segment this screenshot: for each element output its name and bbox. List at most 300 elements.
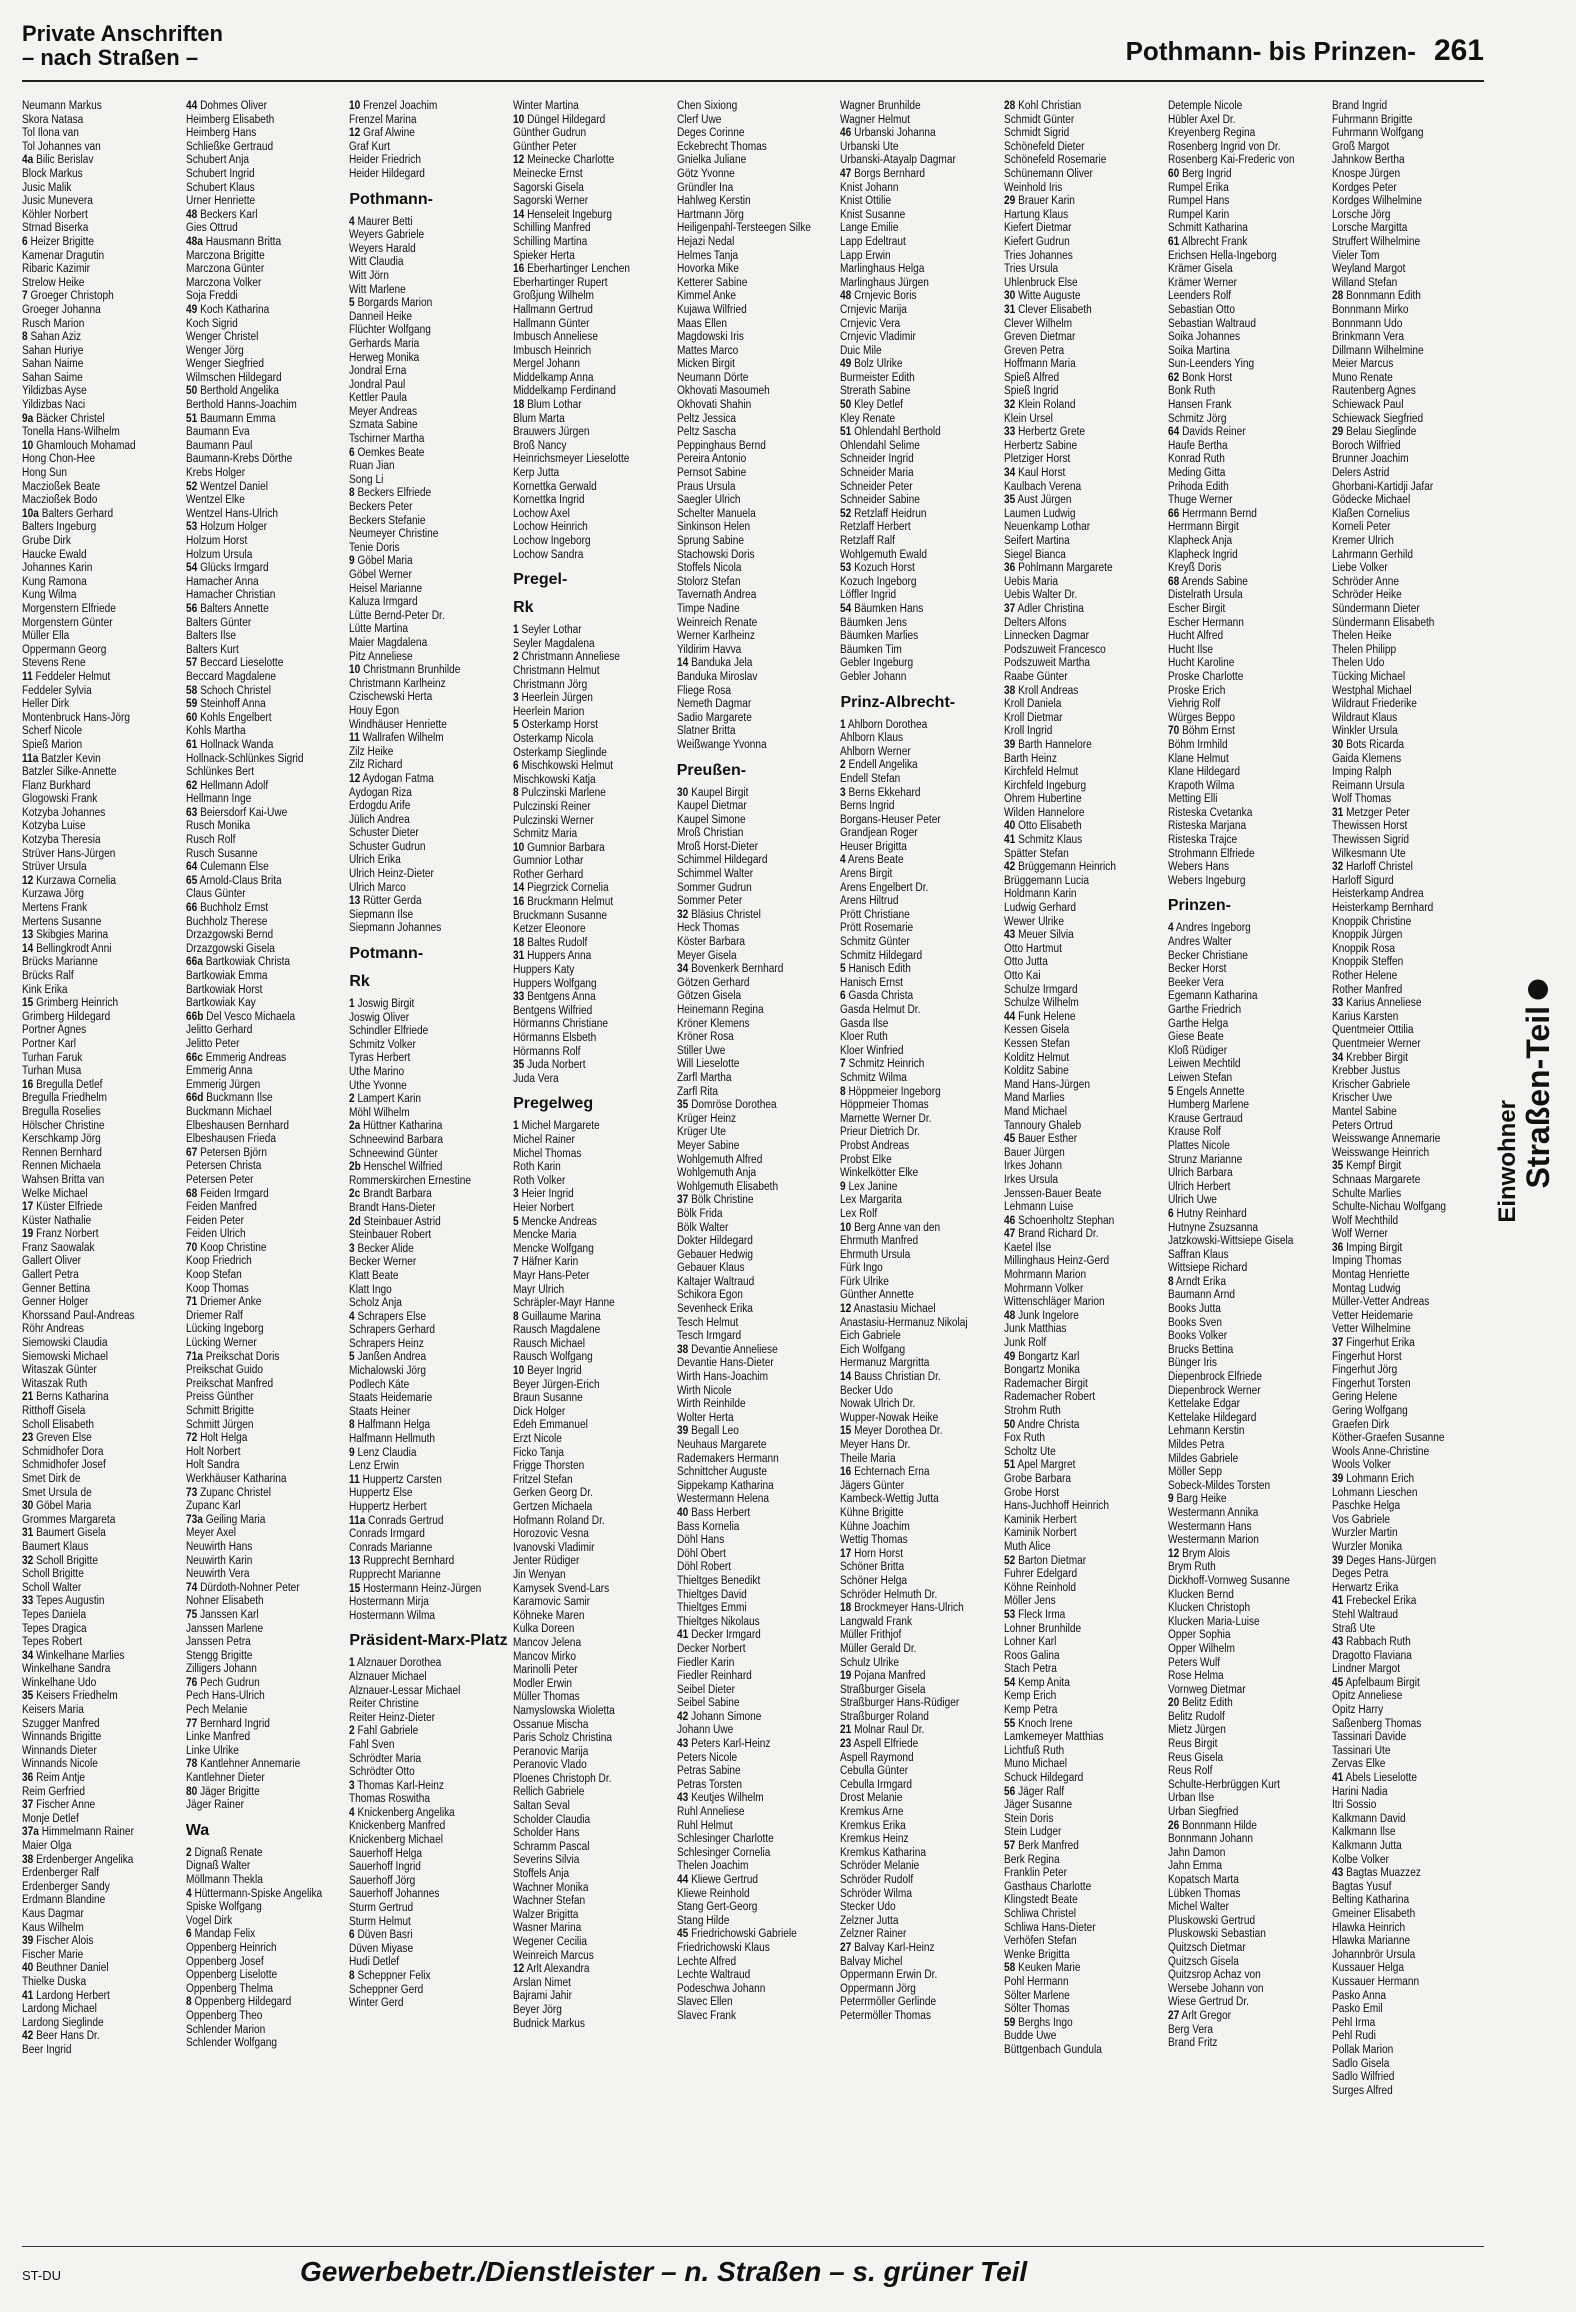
house-number: 10 [840, 1221, 852, 1234]
resident-name: Probst Andreas [840, 1139, 910, 1152]
resident-name: Rusch Monika [185, 820, 250, 833]
resident-entry [1168, 1643, 1327, 1657]
resident-name: Siepmann Johannes [349, 922, 442, 935]
resident-name: Prött Rosemarie [840, 922, 914, 935]
house-number: 10 [349, 100, 361, 112]
resident-name: Schöner Britta [840, 1561, 905, 1574]
house-number: 54 [185, 562, 197, 575]
resident-entry [1332, 304, 1491, 318]
street-heading: Prinzen- [1167, 897, 1231, 915]
resident-name: Mand Hans-Jürgen [1004, 1078, 1091, 1091]
house-number: 53 [840, 562, 852, 575]
resident-entry [677, 114, 836, 128]
resident-entry [349, 1243, 508, 1257]
resident-name: Stehl Waltraud [1331, 1608, 1398, 1621]
resident-entry [1332, 1623, 1491, 1637]
resident-entry [22, 1935, 181, 1949]
resident-entry [513, 842, 672, 856]
house-number: 18 [513, 936, 525, 949]
resident-entry [1168, 1480, 1327, 1494]
resident-entry [840, 1847, 999, 1861]
resident-name: Hucht Ilse [1167, 643, 1213, 656]
house-number: 73 [185, 1486, 197, 1499]
resident-name: Zilz Richard [349, 759, 403, 772]
resident-name: Bonnmann Mirko [1331, 303, 1409, 316]
resident-entry [186, 1500, 345, 1514]
resident-name: Opper Sophia [1167, 1629, 1231, 1642]
resident-name: Köhne Reinhold [1004, 1581, 1077, 1594]
resident-entry [840, 304, 999, 318]
directory-column [840, 100, 1004, 2240]
resident-name: Köhneke Maren [513, 1609, 585, 1622]
resident-name: Sun-Leenders Ying [1167, 358, 1254, 371]
resident-name: Heider Hildegard [349, 167, 426, 180]
house-number: 11 [22, 670, 33, 683]
resident-name: Wagner Helmut [840, 113, 911, 126]
resident-entry [677, 739, 836, 753]
resident-name: Alznauer-Lessar Michael [349, 1684, 461, 1697]
resident-name: Weyers Gabriele [349, 229, 425, 242]
resident-name: Aust Jürgen [1017, 494, 1072, 507]
resident-name: Magdowski Iris [676, 331, 744, 344]
resident-entry [349, 1161, 508, 1175]
resident-name: Jenter Rüdiger [513, 1555, 580, 1568]
resident-name: Ivanovski Vladimir [513, 1541, 595, 1554]
resident-name: Garthe Helga [1167, 1017, 1229, 1030]
resident-name: Vieler Tom [1331, 249, 1379, 262]
resident-name: Ulrich Herbert [1167, 1180, 1231, 1193]
resident-entry [677, 1657, 836, 1671]
house-number: 14 [22, 942, 34, 955]
resident-name: Otto Elisabeth [1018, 820, 1082, 833]
resident-entry [840, 1996, 999, 2010]
resident-name: Mayr Ulrich [513, 1283, 565, 1296]
resident-name: Baumann-Krebs Dörthe [185, 453, 293, 466]
house-number: 2a [349, 1120, 361, 1133]
resident-entry [677, 494, 836, 508]
house-number: 13 [349, 1555, 361, 1568]
resident-entry [677, 222, 836, 236]
resident-entry [840, 114, 999, 128]
resident-entry [1004, 657, 1163, 671]
resident-name: Rennen Bernhard [22, 1146, 102, 1159]
resident-name: Frenzel Joachim [363, 100, 438, 112]
resident-name: Schmidhofer Dora [22, 1445, 104, 1458]
resident-name: Becker Christiane [1167, 949, 1248, 962]
directory-column [1004, 100, 1168, 2240]
resident-entry [513, 1202, 672, 1216]
resident-entry [1332, 1799, 1491, 1813]
resident-entry [1168, 1928, 1327, 1942]
resident-name: Weisswange Annemarie [1331, 1133, 1440, 1146]
resident-name: Broß Nancy [513, 439, 567, 452]
resident-name: Kremkus Heinz [840, 1833, 910, 1846]
resident-entry [1332, 875, 1491, 889]
resident-name: Lohmann Lieschen [1331, 1486, 1418, 1499]
resident-entry [349, 1902, 508, 1916]
resident-entry [513, 100, 672, 114]
house-number: 80 [185, 1785, 197, 1798]
resident-name: Kliewe Gertrud [690, 1874, 758, 1886]
resident-entry [1004, 2030, 1163, 2044]
resident-entry [1004, 1446, 1163, 1460]
resident-name: Rausch Magdalene [513, 1324, 601, 1337]
resident-name: Klingstedt Beate [1004, 1894, 1078, 1907]
resident-name: Schiewack Paul [1331, 399, 1403, 412]
house-number: 52 [840, 507, 852, 520]
house-number: 68 [185, 1187, 197, 1200]
resident-entry [840, 936, 999, 950]
resident-entry [349, 909, 508, 923]
resident-name: Wiese Gertrud Dr. [1167, 1996, 1249, 2009]
header-title: Private Anschriften [22, 21, 223, 46]
resident-entry [1332, 277, 1491, 291]
house-number: 43 [676, 1738, 689, 1751]
resident-entry [1332, 141, 1491, 155]
resident-entry [1004, 766, 1163, 780]
resident-entry [349, 773, 508, 787]
resident-name: Weinhold Iris [1004, 181, 1063, 194]
resident-name: Uebis Maria [1004, 575, 1059, 588]
house-number: 44 [1004, 1010, 1016, 1023]
resident-name: Reiter Heinz-Dieter [349, 1711, 436, 1724]
resident-entry [22, 589, 181, 603]
resident-entry [840, 814, 999, 828]
resident-entry [349, 433, 508, 447]
resident-entry [1168, 1303, 1327, 1317]
resident-name: Soika Martina [1167, 344, 1230, 357]
resident-name: Blum Marta [513, 412, 565, 425]
resident-name: Peltz Jessica [676, 412, 736, 425]
resident-name: Bernhard Ingrid [199, 1717, 270, 1730]
resident-name: Bagtas Muazzez [1345, 1867, 1421, 1880]
resident-name: Koop Stefan [185, 1269, 242, 1282]
resident-name: Frigge Thorsten [513, 1460, 585, 1473]
resident-entry [1332, 182, 1491, 196]
resident-entry [1332, 263, 1491, 277]
resident-entry [1004, 494, 1163, 508]
resident-entry [186, 385, 345, 399]
resident-entry [840, 827, 999, 841]
resident-entry [186, 1079, 345, 1093]
resident-entry [349, 895, 508, 909]
resident-name: Berns Ekkehard [848, 786, 921, 799]
resident-name: Andres Walter [1167, 936, 1232, 949]
resident-name: Knoppik Christine [1331, 915, 1411, 928]
resident-name: Berk Regina [1004, 1853, 1060, 1866]
resident-name: Knoppik Steffen [1331, 956, 1403, 969]
house-number: 61 [1167, 235, 1180, 248]
resident-name: Tavernath Andrea [676, 589, 757, 602]
resident-entry [840, 453, 999, 467]
resident-name: Jahnkow Bertha [1331, 154, 1405, 167]
resident-entry [349, 719, 508, 733]
resident-entry [513, 801, 672, 815]
resident-entry [1004, 630, 1163, 644]
house-number: 27 [840, 1941, 852, 1954]
house-number: 48 [840, 290, 852, 303]
resident-entry [1168, 1752, 1327, 1766]
resident-name: Schließke Gertraud [185, 140, 273, 153]
resident-entry [186, 1106, 345, 1120]
resident-name: Irkes Johann [1004, 1160, 1063, 1173]
resident-entry [677, 209, 836, 223]
house-number: 9 [349, 1446, 356, 1459]
resident-entry [22, 1500, 181, 1514]
resident-name: Knospe Jürgen [1331, 167, 1400, 180]
house-number: 2 [349, 1725, 356, 1738]
resident-name: Buckmann Michael [185, 1105, 272, 1118]
resident-name: Balters Ingeburg [22, 521, 97, 534]
resident-name: Barg Heike [1176, 1493, 1227, 1506]
resident-name: Schneider Peter [840, 480, 914, 493]
resident-entry [513, 1651, 672, 1665]
resident-name: Seibel Sabine [676, 1697, 740, 1710]
resident-entry [1004, 1065, 1163, 1079]
resident-name: Krämer Gisela [1167, 263, 1233, 276]
resident-name: Ahlborn Werner [840, 745, 912, 758]
resident-name: Books Sven [1167, 1316, 1222, 1329]
resident-name: Soja Freddi [185, 290, 238, 303]
resident-name: Preiss Günther [185, 1391, 254, 1404]
resident-entry [349, 705, 508, 719]
resident-name: Witt Claudia [349, 256, 404, 269]
resident-entry [840, 1425, 999, 1439]
resident-name: Wirth Reinhilde [676, 1398, 746, 1411]
resident-name: Klatt Beate [349, 1269, 399, 1282]
house-number: 18 [513, 399, 525, 412]
resident-name: Dignaß Walter [185, 1860, 250, 1873]
resident-name: Spätter Stefan [1004, 847, 1069, 860]
resident-name: Kemp Petra [1004, 1704, 1058, 1717]
resident-entry [22, 467, 181, 481]
resident-name: Schmitz Wilma [840, 1071, 908, 1084]
resident-entry [513, 521, 672, 535]
resident-entry [513, 1623, 672, 1637]
resident-name: Leiwen Stefan [1167, 1071, 1232, 1084]
resident-name: Wewer Ulrike [1004, 915, 1065, 928]
resident-entry [840, 1045, 999, 1059]
resident-name: Oppenberg Josef [185, 1955, 264, 1968]
resident-name: Muno Michael [1004, 1758, 1068, 1771]
resident-entry [1332, 698, 1491, 712]
resident-entry [1168, 1385, 1327, 1399]
resident-entry [1004, 1310, 1163, 1324]
resident-name: Bünger Iris [1167, 1357, 1217, 1370]
resident-name: Glogowski Frank [22, 793, 98, 806]
resident-name: Siemowski Claudia [22, 1337, 108, 1350]
resident-name: Feiden Peter [185, 1214, 244, 1227]
resident-entry [513, 1379, 672, 1393]
resident-entry [1004, 182, 1163, 196]
resident-entry [1332, 1677, 1491, 1691]
house-number: 8 [1167, 1275, 1174, 1288]
resident-entry [22, 916, 181, 930]
resident-name: Schröder Wilma [840, 1887, 913, 1900]
resident-entry [677, 1629, 836, 1643]
resident-name: Schröder Heike [1331, 589, 1402, 602]
resident-name: Jondral Erna [349, 365, 407, 378]
resident-name: Schubert Klaus [185, 181, 255, 194]
resident-name: Guillaume Marina [521, 1310, 601, 1323]
resident-entry [186, 549, 345, 563]
resident-name: Groeger Johanna [22, 303, 101, 316]
resident-name: Barton Dietmar [1018, 1554, 1087, 1567]
resident-name: Neuwirth Karin [185, 1554, 253, 1567]
resident-entry [349, 678, 508, 692]
resident-entry [840, 385, 999, 399]
resident-entry [513, 896, 672, 910]
resident-entry [513, 1719, 672, 1733]
resident-name: Heiligenpahl-Tersteegen Silke [676, 222, 811, 235]
house-number: 78 [185, 1758, 197, 1771]
resident-entry [22, 1663, 181, 1677]
house-number: 10a [22, 507, 39, 520]
resident-name: Otto Hartmut [1004, 942, 1063, 955]
resident-entry [1004, 888, 1163, 902]
resident-name: Schubert Ingrid [185, 167, 255, 180]
resident-name: Vornweg Dietmar [1167, 1683, 1246, 1696]
resident-entry [513, 399, 672, 413]
resident-entry [840, 2010, 999, 2024]
resident-entry [1168, 236, 1327, 250]
resident-entry [186, 1120, 345, 1134]
resident-entry [1004, 100, 1163, 114]
resident-name: Zupanc Karl [185, 1500, 241, 1513]
resident-entry [1332, 1364, 1491, 1378]
resident-entry [186, 100, 345, 114]
house-number: 40 [1004, 820, 1016, 833]
resident-entry [840, 1453, 999, 1467]
house-number: 31 [22, 1527, 34, 1540]
resident-entry [1168, 345, 1327, 359]
resident-entry [840, 263, 999, 277]
resident-name: Schrödter Otto [349, 1766, 416, 1779]
resident-entry [22, 984, 181, 998]
resident-entry [677, 1330, 836, 1344]
resident-entry [513, 195, 672, 209]
resident-name: Lehmann Luise [1004, 1201, 1074, 1214]
resident-entry [840, 1004, 999, 1018]
resident-name: Winkelhane Sandra [22, 1663, 111, 1676]
resident-entry [1004, 902, 1163, 916]
resident-name: Feddeler Sylvia [22, 684, 92, 697]
resident-name: Prieur Dietrich Dr. [840, 1126, 921, 1139]
resident-entry [1332, 1106, 1491, 1120]
resident-entry [840, 1262, 999, 1276]
resident-entry [513, 1324, 672, 1338]
resident-entry [1004, 739, 1163, 753]
resident-name: Bonnmann Edith [1345, 290, 1421, 303]
resident-name: Wenger Siegfried [185, 358, 264, 371]
resident-name: Middelkamp Anna [513, 371, 594, 384]
resident-name: Mohrmann Volker [1004, 1282, 1084, 1295]
resident-entry [840, 1697, 999, 1711]
resident-entry [1332, 2003, 1491, 2017]
resident-name: Wools Volker [1331, 1459, 1391, 1472]
resident-name: Flüchter Wolfgang [349, 324, 432, 337]
resident-name: Keutjes Wilhelm [690, 1792, 764, 1805]
resident-name: Yildizbas Naci [22, 399, 86, 412]
resident-name: Thomas Karl-Heinz [357, 1779, 445, 1792]
resident-entry [677, 1140, 836, 1154]
resident-entry [677, 100, 836, 114]
resident-name: Gaida Klemens [1331, 752, 1401, 765]
resident-name: Sündermann Dieter [1331, 602, 1420, 615]
resident-entry [349, 1725, 508, 1739]
resident-name: Urban Siegfried [1167, 1806, 1239, 1819]
resident-entry [677, 1086, 836, 1100]
resident-name: Braun Susanne [513, 1392, 583, 1405]
resident-name: Düven Basri [357, 1929, 413, 1942]
house-number: 54 [840, 602, 852, 615]
resident-name: Wittenschläger Marion [1004, 1296, 1105, 1309]
resident-entry [186, 2010, 345, 2024]
resident-name: Brunner Joachim [1331, 453, 1409, 466]
resident-name: Tepes Augustin [35, 1595, 105, 1608]
resident-name: Heller Dirk [22, 698, 70, 711]
house-number: 65 [185, 874, 197, 887]
resident-name: Eich Wolfgang [840, 1343, 906, 1356]
resident-entry [513, 1392, 672, 1406]
resident-entry [513, 1705, 672, 1719]
resident-name: Pitz Anneliese [349, 650, 413, 663]
resident-entry [1332, 1922, 1491, 1936]
resident-name: Steinhoff Anna [199, 698, 266, 711]
house-number: 71a [185, 1350, 203, 1363]
resident-name: Gebler Ingeburg [840, 657, 914, 670]
resident-name: Hutny Reinhard [1176, 1207, 1247, 1220]
resident-entry [1168, 1684, 1327, 1698]
resident-entry [22, 1011, 181, 1025]
resident-name: Drzazgowski Gisela [185, 942, 275, 955]
resident-entry [677, 141, 836, 155]
resident-name: Holzum Ursula [185, 548, 253, 561]
resident-name: Chen Sixiong [676, 100, 737, 112]
resident-name: Turhan Musa [22, 1065, 82, 1078]
resident-entry [22, 1160, 181, 1174]
resident-entry [840, 209, 999, 223]
resident-name: Petermöller Thomas [840, 2009, 932, 2022]
resident-name: Prött Christiane [840, 908, 911, 921]
resident-entry [22, 630, 181, 644]
house-number: 41 [1004, 834, 1016, 847]
resident-name: Diepenbrock Elfriede [1167, 1371, 1262, 1384]
resident-entry [1004, 603, 1163, 617]
resident-entry [186, 617, 345, 631]
resident-entry [22, 739, 181, 753]
resident-name: Thielke Duska [22, 1975, 87, 1988]
resident-name: Beuthner Daniel [36, 1962, 109, 1975]
resident-entry [349, 1025, 508, 1039]
resident-name: Baumann Arnd [1167, 1289, 1235, 1302]
house-number: 2 [840, 759, 847, 772]
resident-name: Krämer Werner [1167, 276, 1237, 289]
resident-entry [677, 1167, 836, 1181]
resident-name: Scholz Anja [349, 1297, 403, 1310]
resident-entry [349, 1284, 508, 1298]
resident-entry [186, 1677, 345, 1691]
resident-name: Fritzel Stefan [513, 1473, 573, 1486]
resident-entry [22, 1378, 181, 1392]
resident-entry [1004, 1854, 1163, 1868]
resident-entry [1168, 1276, 1327, 1290]
resident-name: Wildraut Klaus [1331, 711, 1397, 724]
house-number: 73a [185, 1513, 203, 1526]
resident-name: Balters Günter [185, 616, 251, 629]
resident-name: Greven Dietmar [1004, 331, 1076, 344]
resident-name: Pletziger Horst [1004, 453, 1071, 466]
